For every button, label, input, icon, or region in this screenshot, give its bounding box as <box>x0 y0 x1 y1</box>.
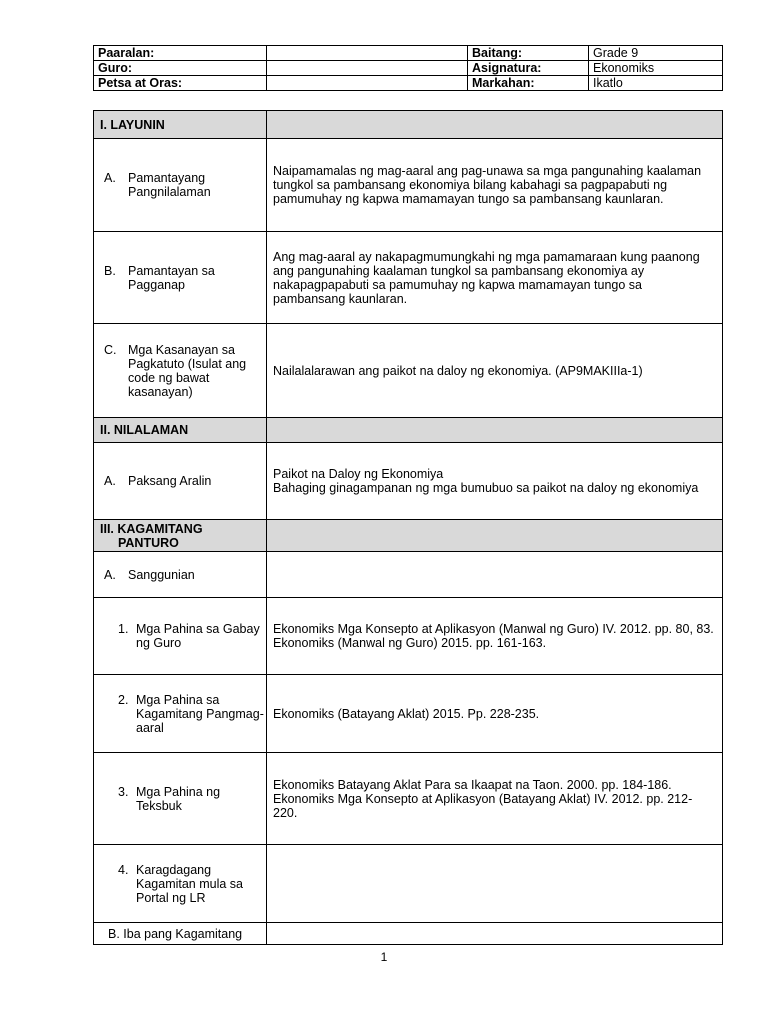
header-row-2 <box>94 61 723 76</box>
portal-ng-lr-content <box>267 845 723 923</box>
portal-ng-lr-label-cell <box>94 845 267 923</box>
row-pamantayang-pangnilalaman <box>94 139 723 232</box>
sanggunian-label: Sanggunian <box>128 567 195 582</box>
sanggunian-label-cell <box>94 552 267 598</box>
lesson-plan-table <box>93 110 723 945</box>
teksbuk-line-1: Ekonomiks Batayang Aklat Para sa Ikaapat na Taon. 2000. pp. 184-186. <box>273 777 672 792</box>
header-row-1 <box>94 46 723 61</box>
row-marker: A. <box>104 474 116 488</box>
sanggunian-content <box>267 552 723 598</box>
row-portal-ng-lr <box>94 845 723 923</box>
pamantayang-pangnilalaman-label: Pamantayang Pangnilalaman <box>128 171 211 199</box>
row-number: 2. <box>118 692 129 707</box>
row-number: 3. <box>118 784 129 799</box>
header-table <box>93 45 723 91</box>
iba-pang-kagamitang-content <box>267 923 723 945</box>
row-kagamitang-pangmag-aaral <box>94 675 723 753</box>
paksang-aralin-label-cell <box>94 443 267 520</box>
paaralan-label: Paaralan: <box>94 46 267 61</box>
markahan-label: Markahan: <box>468 76 589 91</box>
nilalaman-heading: II. NILALAMAN <box>94 418 267 443</box>
paksang-aralin-line-1: Paikot na Daloy ng Ekonomiya <box>273 467 444 481</box>
kagamitang-heading-line-2: PANTURO <box>118 535 179 550</box>
row-marker: B. <box>104 263 116 278</box>
mga-kasanayan-label-cell <box>94 324 267 418</box>
row-gabay-ng-guro <box>94 598 723 675</box>
paaralan-value <box>267 46 468 61</box>
nilalaman-heading-blank <box>267 418 723 443</box>
gabay-ng-guro-line-1: Ekonomiks Mga Konsepto at Aplikasyon (Manwal ng Guro) IV. 2012. pp. 80, 83. <box>273 622 714 636</box>
petsa-value <box>267 76 468 91</box>
baitang-value: Grade 9 <box>589 46 723 61</box>
pamantayan-sa-pagganap-content: Ang mag-aaral ay nakapagmumungkahi ng mga pamamaraan kung paanong ang pangunahing kaalaman tungkol sa pambansang ekonomiya ay nakapagpapabuti sa pamumuhay ng kapwa mamamayan tungo sa pambansang kaunlaran. <box>267 232 723 324</box>
paksang-aralin-line-2: Bahaging ginagampanan ng mga bumubuo sa paikot na daloy ng ekonomiya <box>273 481 699 495</box>
gabay-ng-guro-line-2: Ekonomiks (Manwal ng Guro) 2015. pp. 161-163. <box>273 636 547 650</box>
teksbuk-label: Mga Pahina ng Teksbuk <box>136 784 221 813</box>
paksang-aralin-label: Paksang Aralin <box>128 474 212 488</box>
kagamitang-heading-line-1: III. KAGAMITANG <box>100 521 203 536</box>
row-iba-pang-kagamitang <box>94 923 723 945</box>
row-number: 1. <box>118 622 129 636</box>
paksang-aralin-content <box>267 443 723 520</box>
kagamitang-heading-blank <box>267 520 723 552</box>
portal-ng-lr-label: Karagdagang Kagamitan mula sa Portal ng LR <box>136 862 244 905</box>
kagamitang-panturo-heading <box>94 520 267 552</box>
teksbuk-label-cell <box>94 753 267 845</box>
row-pamantayan-sa-pagganap <box>94 232 723 324</box>
header-row-3 <box>94 76 723 91</box>
guro-value <box>267 61 468 76</box>
pamantayan-sa-pagganap-label-cell <box>94 232 267 324</box>
layunin-heading-blank <box>267 111 723 139</box>
gabay-ng-guro-content <box>267 598 723 675</box>
kagamitang-pangmag-aaral-label-cell <box>94 675 267 753</box>
baitang-label: Baitang: <box>468 46 589 61</box>
kagamitang-pangmag-aaral-label: Mga Pahina sa Kagamitang Pangmag-aaral <box>136 692 264 735</box>
markahan-value: Ikatlo <box>589 76 723 91</box>
guro-label: Guro: <box>94 61 267 76</box>
pamantayan-sa-pagganap-label: Pamantayan sa Pagganap <box>128 263 215 292</box>
row-teksbuk <box>94 753 723 845</box>
asignatura-value: Ekonomiks <box>589 61 723 76</box>
mga-kasanayan-label: Mga Kasanayan sa Pagkatuto (Isulat ang code ng bawat kasanayan) <box>128 342 247 399</box>
teksbuk-content <box>267 753 723 845</box>
layunin-heading: I. LAYUNIN <box>94 111 267 139</box>
pamantayang-pangnilalaman-content: Naipamamalas ng mag-aaral ang pag-unawa sa mga pangunahing kaalaman tungkol sa pambansang ekonomiya bilang kabahagi sa pagpapabuti ng pamumuhay ng kapwa mamamayan tungo sa pambansang kaunlaran. <box>267 139 723 232</box>
row-mga-kasanayan <box>94 324 723 418</box>
row-number: 4. <box>118 862 129 877</box>
section-kagamitang-panturo <box>94 520 723 552</box>
kagamitang-pangmag-aaral-content: Ekonomiks (Batayang Aklat) 2015. Pp. 228-235. <box>267 675 723 753</box>
gabay-ng-guro-label: Mga Pahina sa Gabay ng Guro <box>136 622 260 650</box>
teksbuk-line-2: Ekonomiks Mga Konsepto at Aplikasyon (Batayang Aklat) IV. 2012. pp. 212- 220. <box>273 791 693 820</box>
petsa-label: Petsa at Oras: <box>94 76 267 91</box>
page-number: 1 <box>380 950 388 964</box>
row-marker: A. <box>104 171 116 185</box>
gabay-ng-guro-label-cell <box>94 598 267 675</box>
section-nilalaman <box>94 418 723 443</box>
row-marker: A. <box>104 567 116 582</box>
row-paksang-aralin <box>94 443 723 520</box>
mga-kasanayan-content: Nailalalarawan ang paikot na daloy ng ekonomiya. (AP9MAKIIIa-1) <box>267 324 723 418</box>
row-sanggunian <box>94 552 723 598</box>
row-marker: C. <box>104 342 117 357</box>
section-layunin <box>94 111 723 139</box>
iba-pang-kagamitang-label: B. Iba pang Kagamitang <box>94 923 267 945</box>
pamantayang-pangnilalaman-label-cell <box>94 139 267 232</box>
asignatura-label: Asignatura: <box>468 61 589 76</box>
